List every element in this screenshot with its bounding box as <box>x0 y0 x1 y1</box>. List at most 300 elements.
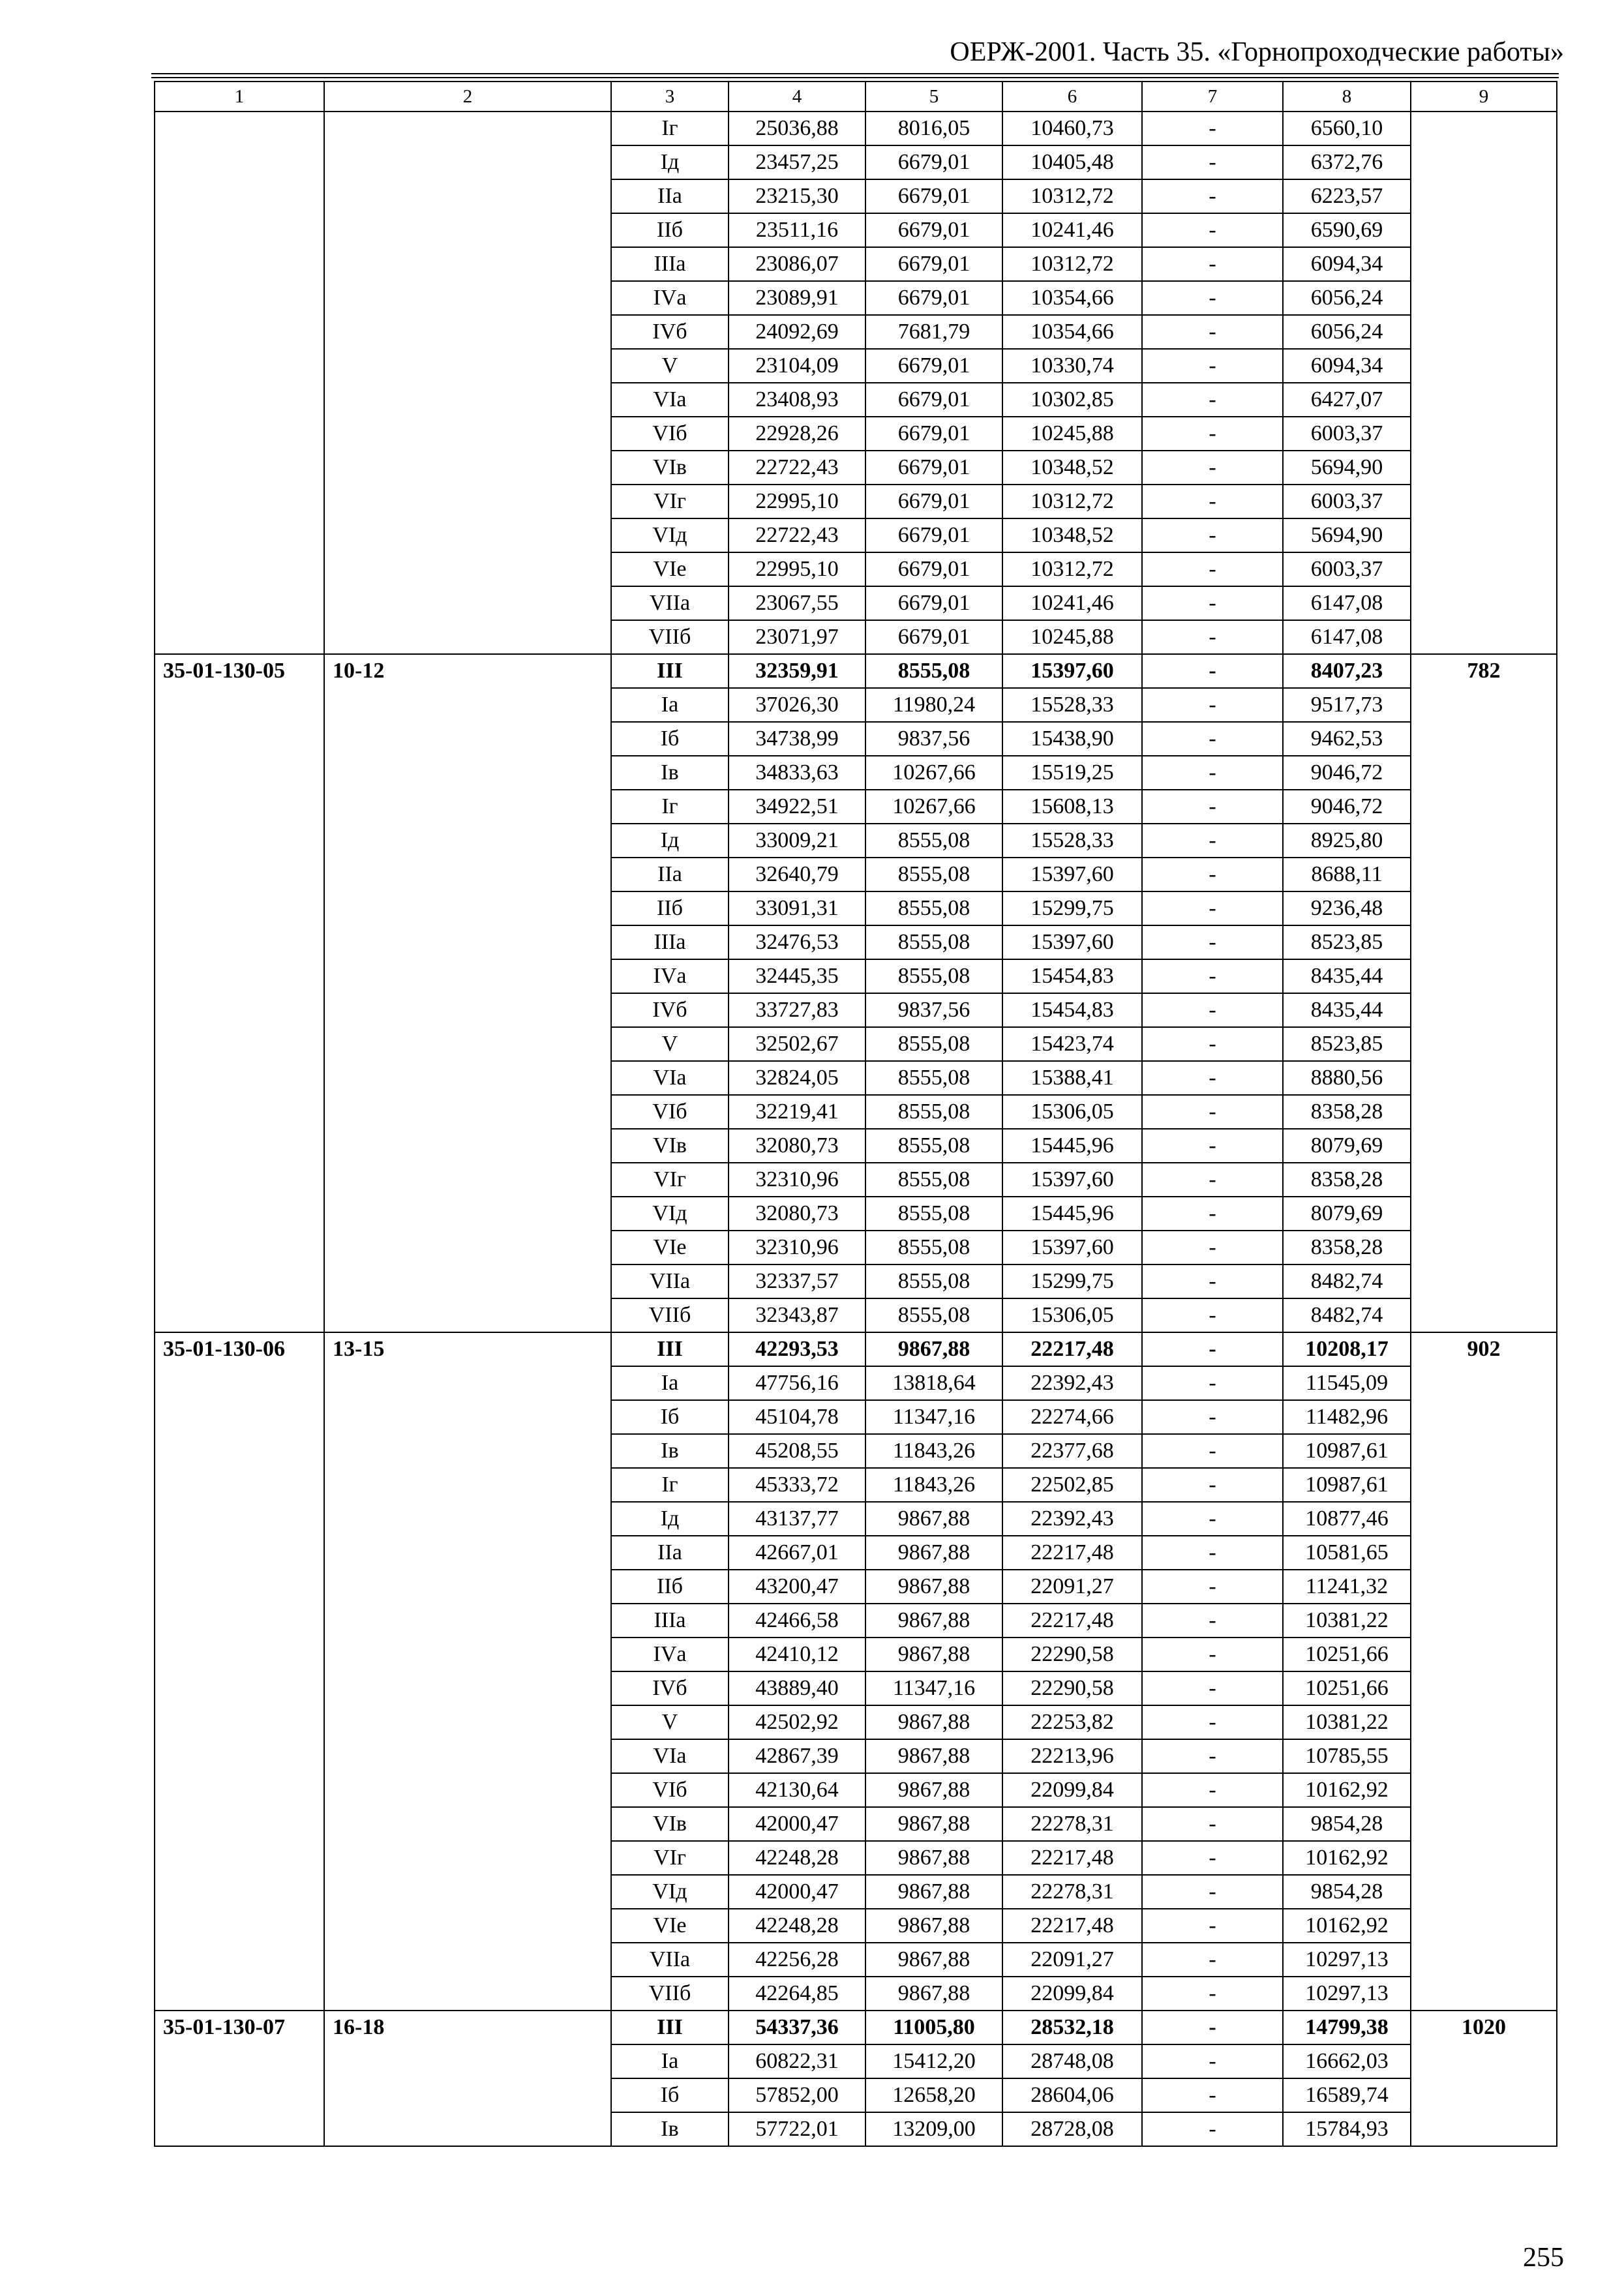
value-cell-col7: - <box>1142 1977 1283 2011</box>
value-cell-col6: 22290,58 <box>1002 1671 1142 1705</box>
category-cell: Iв <box>611 1434 729 1468</box>
value-cell-col7: - <box>1142 1671 1283 1705</box>
value-cell-col8: 9236,48 <box>1283 891 1411 925</box>
value-cell-col7: - <box>1142 315 1283 349</box>
value-cell-col6: 22217,48 <box>1002 1536 1142 1570</box>
value-cell-col4: 45104,78 <box>729 1400 865 1434</box>
value-cell-col5: 9867,88 <box>865 1875 1002 1909</box>
category-cell: VIа <box>611 1739 729 1773</box>
value-cell-col7: - <box>1142 1366 1283 1400</box>
value-cell-col8: 10162,92 <box>1283 1841 1411 1875</box>
value-cell-col6: 22253,82 <box>1002 1705 1142 1739</box>
value-cell-col8: 11241,32 <box>1283 1570 1411 1604</box>
value-cell-col4: 42264,85 <box>729 1977 865 2011</box>
value-cell-col5: 9867,88 <box>865 1773 1002 1807</box>
category-cell: VIе <box>611 1231 729 1264</box>
value-cell-col5: 9867,88 <box>865 1977 1002 2011</box>
value-cell-col7: - <box>1142 1468 1283 1502</box>
value-cell-col4: 43200,47 <box>729 1570 865 1604</box>
value-cell-col8: 10251,66 <box>1283 1671 1411 1705</box>
value-cell-col5: 8555,08 <box>865 1095 1002 1129</box>
value-cell-col7: - <box>1142 1163 1283 1197</box>
category-cell: VIд <box>611 1875 729 1909</box>
value-cell-col8: 9046,72 <box>1283 790 1411 824</box>
category-cell: VIа <box>611 383 729 417</box>
value-cell-col4: 42293,53 <box>729 1332 865 1366</box>
value-cell-col7: - <box>1142 417 1283 451</box>
value-cell-col7: - <box>1142 2078 1283 2112</box>
value-cell-col5: 6679,01 <box>865 586 1002 620</box>
value-cell-col4: 42667,01 <box>729 1536 865 1570</box>
value-cell-col5: 8555,08 <box>865 1298 1002 1332</box>
value-cell-col5: 6679,01 <box>865 145 1002 179</box>
category-cell: VIIб <box>611 620 729 654</box>
value-cell-col5: 9867,88 <box>865 1604 1002 1638</box>
value-cell-col8: 8358,28 <box>1283 1163 1411 1197</box>
value-cell-col5: 9867,88 <box>865 1705 1002 1739</box>
category-cell: IVа <box>611 281 729 315</box>
value-cell-col5: 11843,26 <box>865 1468 1002 1502</box>
value-cell-col6: 10330,74 <box>1002 349 1142 383</box>
value-cell-col8: 10381,22 <box>1283 1604 1411 1638</box>
value-cell-col5: 6679,01 <box>865 485 1002 518</box>
value-cell-col5: 6679,01 <box>865 417 1002 451</box>
value-cell-col5: 13818,64 <box>865 1366 1002 1400</box>
value-cell-col7: - <box>1142 1807 1283 1841</box>
value-cell-col5: 6679,01 <box>865 349 1002 383</box>
value-cell-col8: 9046,72 <box>1283 756 1411 790</box>
category-cell: Iв <box>611 2112 729 2146</box>
value-cell-col6: 15528,33 <box>1002 688 1142 722</box>
value-cell-col6: 15423,74 <box>1002 1027 1142 1061</box>
value-cell-col4: 43137,77 <box>729 1502 865 1536</box>
category-cell: VIе <box>611 552 729 586</box>
value-cell-col8: 6094,34 <box>1283 349 1411 383</box>
value-cell-col7: - <box>1142 959 1283 993</box>
category-cell: VIб <box>611 1095 729 1129</box>
value-cell-col6: 15397,60 <box>1002 1163 1142 1197</box>
category-cell: V <box>611 1027 729 1061</box>
value-cell-col5: 8016,05 <box>865 112 1002 145</box>
value-cell-col6: 10312,72 <box>1002 179 1142 213</box>
value-cell-col5: 8555,08 <box>865 858 1002 891</box>
value-cell-col7: - <box>1142 1061 1283 1095</box>
value-cell-col4: 32343,87 <box>729 1298 865 1332</box>
value-cell-col4: 32502,67 <box>729 1027 865 1061</box>
category-cell: Iв <box>611 756 729 790</box>
value-cell-col8: 8079,69 <box>1283 1197 1411 1231</box>
value-cell-col6: 22217,48 <box>1002 1332 1142 1366</box>
category-cell: VIIа <box>611 586 729 620</box>
value-cell-col6: 22217,48 <box>1002 1604 1142 1638</box>
value-cell-col6: 10312,72 <box>1002 247 1142 281</box>
value-cell-col8: 8523,85 <box>1283 925 1411 959</box>
value-cell-col4: 54337,36 <box>729 2011 865 2044</box>
value-cell-col8: 6372,76 <box>1283 145 1411 179</box>
value-cell-col8: 16589,74 <box>1283 2078 1411 2112</box>
value-cell-col7: - <box>1142 1739 1283 1773</box>
value-cell-col5: 8555,08 <box>865 959 1002 993</box>
total-cell: 902 <box>1411 1332 1557 2011</box>
value-cell-col4: 42248,28 <box>729 1841 865 1875</box>
column-number-1: 1 <box>155 82 324 112</box>
value-cell-col7: - <box>1142 1773 1283 1807</box>
value-cell-col5: 8555,08 <box>865 654 1002 688</box>
value-cell-col6: 22392,43 <box>1002 1502 1142 1536</box>
value-cell-col7: - <box>1142 213 1283 247</box>
value-cell-col7: - <box>1142 145 1283 179</box>
value-cell-col4: 23511,16 <box>729 213 865 247</box>
value-cell-col5: 8555,08 <box>865 1129 1002 1163</box>
value-cell-col6: 10354,66 <box>1002 281 1142 315</box>
value-cell-col7: - <box>1142 824 1283 858</box>
table-row <box>155 112 1557 145</box>
value-cell-col5: 9867,88 <box>865 1638 1002 1671</box>
value-cell-col7: - <box>1142 1197 1283 1231</box>
value-cell-col5: 13209,00 <box>865 2112 1002 2146</box>
rate-code <box>155 112 324 654</box>
category-cell: IVб <box>611 1671 729 1705</box>
header-rule <box>151 77 1559 78</box>
value-cell-col6: 22274,66 <box>1002 1400 1142 1434</box>
value-cell-col4: 42248,28 <box>729 1909 865 1943</box>
value-cell-col7: - <box>1142 1231 1283 1264</box>
value-cell-col5: 8555,08 <box>865 1061 1002 1095</box>
page-number: 255 <box>1523 2243 1564 2273</box>
value-cell-col6: 15388,41 <box>1002 1061 1142 1095</box>
value-cell-col6: 22099,84 <box>1002 1977 1142 2011</box>
value-cell-col6: 15306,05 <box>1002 1298 1142 1332</box>
value-cell-col7: - <box>1142 1841 1283 1875</box>
category-cell: III <box>611 2011 729 2044</box>
value-cell-col8: 8523,85 <box>1283 1027 1411 1061</box>
value-cell-col8: 10785,55 <box>1283 1739 1411 1773</box>
value-cell-col5: 8555,08 <box>865 1231 1002 1264</box>
value-cell-col6: 28748,08 <box>1002 2044 1142 2078</box>
value-cell-col5: 9837,56 <box>865 722 1002 756</box>
value-cell-col4: 34738,99 <box>729 722 865 756</box>
rate-range <box>324 112 611 654</box>
value-cell-col6: 15397,60 <box>1002 858 1142 891</box>
value-cell-col4: 22995,10 <box>729 552 865 586</box>
value-cell-col4: 23408,93 <box>729 383 865 417</box>
value-cell-col7: - <box>1142 1502 1283 1536</box>
value-cell-col7: - <box>1142 993 1283 1027</box>
value-cell-col7: - <box>1142 2044 1283 2078</box>
value-cell-col6: 22099,84 <box>1002 1773 1142 1807</box>
value-cell-col7: - <box>1142 1570 1283 1604</box>
page-header-title: ОЕРЖ-2001. Часть 35. «Горнопроходческие работы» <box>950 37 1564 67</box>
column-number-6: 6 <box>1002 82 1142 112</box>
value-cell-col4: 47756,16 <box>729 1366 865 1400</box>
value-cell-col8: 10297,13 <box>1283 1977 1411 2011</box>
value-cell-col6: 22377,68 <box>1002 1434 1142 1468</box>
category-cell: VIа <box>611 1061 729 1095</box>
value-cell-col5: 6679,01 <box>865 213 1002 247</box>
category-cell: IIб <box>611 213 729 247</box>
value-cell-col5: 9867,88 <box>865 1570 1002 1604</box>
value-cell-col4: 42130,64 <box>729 1773 865 1807</box>
value-cell-col7: - <box>1142 1638 1283 1671</box>
value-cell-col8: 8358,28 <box>1283 1231 1411 1264</box>
value-cell-col6: 10312,72 <box>1002 552 1142 586</box>
column-number-9: 9 <box>1411 82 1557 112</box>
rates-table <box>154 81 1557 2147</box>
value-cell-col7: - <box>1142 891 1283 925</box>
category-cell: Iд <box>611 145 729 179</box>
value-cell-col8: 10381,22 <box>1283 1705 1411 1739</box>
value-cell-col5: 8555,08 <box>865 1264 1002 1298</box>
value-cell-col8: 8880,56 <box>1283 1061 1411 1095</box>
category-cell: Iд <box>611 1502 729 1536</box>
value-cell-col8: 11545,09 <box>1283 1366 1411 1400</box>
value-cell-col6: 15438,90 <box>1002 722 1142 756</box>
value-cell-col6: 10302,85 <box>1002 383 1142 417</box>
value-cell-col7: - <box>1142 925 1283 959</box>
value-cell-col8: 10987,61 <box>1283 1468 1411 1502</box>
value-cell-col4: 33009,21 <box>729 824 865 858</box>
value-cell-col4: 23067,55 <box>729 586 865 620</box>
value-cell-col4: 32359,91 <box>729 654 865 688</box>
value-cell-col8: 6003,37 <box>1283 417 1411 451</box>
value-cell-col8: 10208,17 <box>1283 1332 1411 1366</box>
value-cell-col4: 34833,63 <box>729 756 865 790</box>
category-cell: IIIа <box>611 247 729 281</box>
value-cell-col4: 57852,00 <box>729 2078 865 2112</box>
value-cell-col4: 23215,30 <box>729 179 865 213</box>
value-cell-col8: 6056,24 <box>1283 281 1411 315</box>
value-cell-col8: 9854,28 <box>1283 1875 1411 1909</box>
value-cell-col5: 9867,88 <box>865 1739 1002 1773</box>
column-number-7: 7 <box>1142 82 1283 112</box>
value-cell-col4: 45333,72 <box>729 1468 865 1502</box>
category-cell: IIб <box>611 891 729 925</box>
category-cell: Iд <box>611 824 729 858</box>
value-cell-col5: 9867,88 <box>865 1332 1002 1366</box>
rate-code: 35-01-130-05 <box>155 654 324 1332</box>
value-cell-col6: 10460,73 <box>1002 112 1142 145</box>
value-cell-col6: 22502,85 <box>1002 1468 1142 1502</box>
category-cell: Iа <box>611 688 729 722</box>
value-cell-col6: 10241,46 <box>1002 586 1142 620</box>
value-cell-col5: 8555,08 <box>865 891 1002 925</box>
value-cell-col4: 22722,43 <box>729 451 865 485</box>
value-cell-col8: 9462,53 <box>1283 722 1411 756</box>
value-cell-col8: 6147,08 <box>1283 586 1411 620</box>
table-row <box>155 2011 1557 2044</box>
value-cell-col7: - <box>1142 620 1283 654</box>
value-cell-col4: 60822,31 <box>729 2044 865 2078</box>
value-cell-col4: 42410,12 <box>729 1638 865 1671</box>
value-cell-col7: - <box>1142 552 1283 586</box>
value-cell-col7: - <box>1142 485 1283 518</box>
category-cell: VIг <box>611 1163 729 1197</box>
value-cell-col6: 15445,96 <box>1002 1129 1142 1163</box>
value-cell-col7: - <box>1142 383 1283 417</box>
value-cell-col6: 22217,48 <box>1002 1841 1142 1875</box>
value-cell-col5: 6679,01 <box>865 552 1002 586</box>
category-cell: VIд <box>611 518 729 552</box>
value-cell-col4: 33727,83 <box>729 993 865 1027</box>
value-cell-col4: 32080,73 <box>729 1129 865 1163</box>
value-cell-col5: 11347,16 <box>865 1400 1002 1434</box>
category-cell: Iб <box>611 722 729 756</box>
value-cell-col6: 22091,27 <box>1002 1943 1142 1977</box>
value-cell-col4: 22995,10 <box>729 485 865 518</box>
value-cell-col7: - <box>1142 1027 1283 1061</box>
value-cell-col5: 12658,20 <box>865 2078 1002 2112</box>
value-cell-col4: 32337,57 <box>729 1264 865 1298</box>
value-cell-col4: 42000,47 <box>729 1807 865 1841</box>
table-row <box>155 1332 1557 1366</box>
value-cell-col7: - <box>1142 349 1283 383</box>
value-cell-col6: 10405,48 <box>1002 145 1142 179</box>
column-number-3: 3 <box>611 82 729 112</box>
value-cell-col5: 9837,56 <box>865 993 1002 1027</box>
value-cell-col7: - <box>1142 1434 1283 1468</box>
value-cell-col6: 22091,27 <box>1002 1570 1142 1604</box>
value-cell-col4: 24092,69 <box>729 315 865 349</box>
value-cell-col7: - <box>1142 722 1283 756</box>
value-cell-col6: 15397,60 <box>1002 925 1142 959</box>
value-cell-col8: 6147,08 <box>1283 620 1411 654</box>
category-cell: V <box>611 1705 729 1739</box>
value-cell-col6: 15528,33 <box>1002 824 1142 858</box>
category-cell: VIIб <box>611 1298 729 1332</box>
value-cell-col6: 15608,13 <box>1002 790 1142 824</box>
value-cell-col7: - <box>1142 1264 1283 1298</box>
column-number-row <box>155 82 1557 112</box>
value-cell-col8: 8688,11 <box>1283 858 1411 891</box>
value-cell-col6: 15519,25 <box>1002 756 1142 790</box>
value-cell-col5: 9867,88 <box>865 1502 1002 1536</box>
category-cell: VIг <box>611 485 729 518</box>
value-cell-col7: - <box>1142 790 1283 824</box>
value-cell-col6: 15397,60 <box>1002 1231 1142 1264</box>
value-cell-col7: - <box>1142 112 1283 145</box>
value-cell-col6: 15454,83 <box>1002 959 1142 993</box>
value-cell-col4: 45208,55 <box>729 1434 865 1468</box>
category-cell: Iа <box>611 2044 729 2078</box>
category-cell: Iб <box>611 2078 729 2112</box>
value-cell-col8: 10162,92 <box>1283 1909 1411 1943</box>
value-cell-col6: 22392,43 <box>1002 1366 1142 1400</box>
rate-code: 35-01-130-06 <box>155 1332 324 2011</box>
value-cell-col8: 15784,93 <box>1283 2112 1411 2146</box>
value-cell-col6: 10245,88 <box>1002 620 1142 654</box>
value-cell-col4: 43889,40 <box>729 1671 865 1705</box>
value-cell-col5: 8555,08 <box>865 824 1002 858</box>
value-cell-col8: 14799,38 <box>1283 2011 1411 2044</box>
value-cell-col8: 9854,28 <box>1283 1807 1411 1841</box>
value-cell-col4: 32824,05 <box>729 1061 865 1095</box>
value-cell-col8: 9517,73 <box>1283 688 1411 722</box>
category-cell: VIд <box>611 1197 729 1231</box>
value-cell-col4: 42466,58 <box>729 1604 865 1638</box>
value-cell-col7: - <box>1142 281 1283 315</box>
category-cell: VIв <box>611 451 729 485</box>
value-cell-col8: 10162,92 <box>1283 1773 1411 1807</box>
value-cell-col8: 6003,37 <box>1283 485 1411 518</box>
value-cell-col4: 42867,39 <box>729 1739 865 1773</box>
value-cell-col5: 8555,08 <box>865 1197 1002 1231</box>
value-cell-col4: 32080,73 <box>729 1197 865 1231</box>
value-cell-col5: 15412,20 <box>865 2044 1002 2078</box>
category-cell: IIа <box>611 858 729 891</box>
value-cell-col8: 6590,69 <box>1283 213 1411 247</box>
value-cell-col8: 6427,07 <box>1283 383 1411 417</box>
value-cell-col6: 15454,83 <box>1002 993 1142 1027</box>
value-cell-col5: 6679,01 <box>865 179 1002 213</box>
category-cell: IVб <box>611 315 729 349</box>
value-cell-col4: 33091,31 <box>729 891 865 925</box>
value-cell-col6: 22278,31 <box>1002 1807 1142 1841</box>
value-cell-col8: 8482,74 <box>1283 1298 1411 1332</box>
value-cell-col6: 10241,46 <box>1002 213 1142 247</box>
rate-range: 10-12 <box>324 654 611 1332</box>
rate-range: 13-15 <box>324 1332 611 2011</box>
value-cell-col7: - <box>1142 1604 1283 1638</box>
value-cell-col5: 6679,01 <box>865 620 1002 654</box>
value-cell-col8: 8925,80 <box>1283 824 1411 858</box>
value-cell-col7: - <box>1142 451 1283 485</box>
category-cell: IIIа <box>611 925 729 959</box>
value-cell-col6: 15299,75 <box>1002 891 1142 925</box>
value-cell-col8: 16662,03 <box>1283 2044 1411 2078</box>
category-cell: IVб <box>611 993 729 1027</box>
rate-range: 16-18 <box>324 2011 611 2146</box>
category-cell: VIв <box>611 1807 729 1841</box>
value-cell-col7: - <box>1142 858 1283 891</box>
value-cell-col5: 6679,01 <box>865 247 1002 281</box>
value-cell-col5: 10267,66 <box>865 790 1002 824</box>
value-cell-col5: 11005,80 <box>865 2011 1002 2044</box>
column-number-5: 5 <box>865 82 1002 112</box>
category-cell: Iг <box>611 112 729 145</box>
value-cell-col8: 8435,44 <box>1283 993 1411 1027</box>
category-cell: Iб <box>611 1400 729 1434</box>
value-cell-col6: 15306,05 <box>1002 1095 1142 1129</box>
value-cell-col8: 8358,28 <box>1283 1095 1411 1129</box>
total-cell <box>1411 112 1557 654</box>
value-cell-col5: 9867,88 <box>865 1536 1002 1570</box>
value-cell-col4: 23086,07 <box>729 247 865 281</box>
value-cell-col6: 15445,96 <box>1002 1197 1142 1231</box>
category-cell: VIе <box>611 1909 729 1943</box>
rate-code: 35-01-130-07 <box>155 2011 324 2146</box>
value-cell-col8: 8482,74 <box>1283 1264 1411 1298</box>
value-cell-col4: 42000,47 <box>729 1875 865 1909</box>
category-cell: VIIб <box>611 1977 729 2011</box>
value-cell-col5: 8555,08 <box>865 925 1002 959</box>
category-cell: IIа <box>611 1536 729 1570</box>
value-cell-col7: - <box>1142 1095 1283 1129</box>
value-cell-col8: 8435,44 <box>1283 959 1411 993</box>
value-cell-col7: - <box>1142 1400 1283 1434</box>
value-cell-col6: 10354,66 <box>1002 315 1142 349</box>
category-cell: IIIа <box>611 1604 729 1638</box>
value-cell-col7: - <box>1142 247 1283 281</box>
value-cell-col4: 23089,91 <box>729 281 865 315</box>
value-cell-col5: 6679,01 <box>865 281 1002 315</box>
value-cell-col6: 28728,08 <box>1002 2112 1142 2146</box>
value-cell-col4: 32219,41 <box>729 1095 865 1129</box>
value-cell-col4: 32445,35 <box>729 959 865 993</box>
value-cell-col5: 10267,66 <box>865 756 1002 790</box>
category-cell: IVа <box>611 959 729 993</box>
category-cell: III <box>611 654 729 688</box>
category-cell: VIб <box>611 1773 729 1807</box>
